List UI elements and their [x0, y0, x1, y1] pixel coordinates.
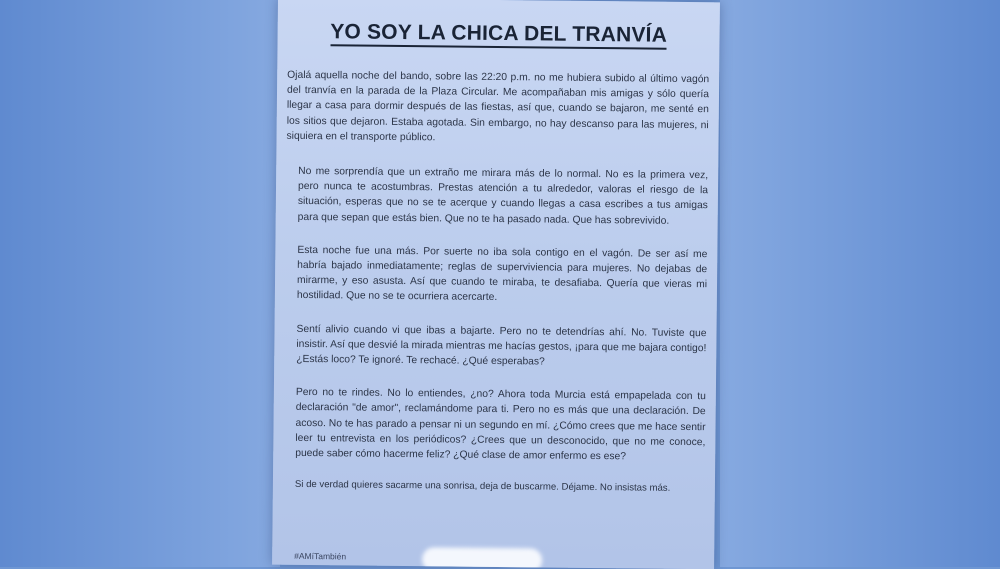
paragraph-4: Sentí alivio cuando vi que ibas a bajarte. Pero no te detendrías ahí. No. Tuviste que insistir. Así que desvié la mirada mientras me hacías gestos, ¡para que me bajara contigo! ¿Estás loco? Te ignoré. Te rechacé. ¿Qué esperabas?: [296, 323, 707, 368]
paper-sheet: [272, 0, 720, 569]
redaction-smudge: [422, 547, 542, 569]
paragraph-2: No me sorprendía que un extraño me mirara más de lo normal. No es la primera vez, pero nunca te acostumbras. Prestas atención a tu alrededor, valoras el riesgo de la situación, esperas que no se te acerque y cuando llegas a casa escribes a tus amigas para que sepan que estás bien. Que no te ha pasado nada. Que has sobrevivido.: [297, 165, 709, 227]
paragraph-1: Ojalá aquella noche del bando, sobre las 22:20 p.m. no me hubiera subido al último vagón del tranvía en la parada de la Plaza Circular. Me acompañaban mis amigas y sólo quería llegar a casa para dormir después de las fiestas, así que, cuando se bajaron, me senté en los sitios que dejaron. Estaba agotada. Sin embargo, no hay descanso para las mujeres, ni siquiera en el transporte público.: [286, 69, 710, 144]
document-body: [283, 68, 710, 507]
paragraph-6: Si de verdad quieres sacarme una sonrisa, deja de buscarme. Déjame. No insistas más.: [294, 479, 671, 495]
background-left: [0, 0, 280, 567]
paragraph-3: Esta noche fue una más. Por suerte no iba sola contigo en el vagón. De ser así me habría bajado inmediatamente; reglas de superviviencia para mujeres. No dejabas de mirarme, y eso asusta. Así que cuando te miraba, te desafiaba. Quería que vieras mi hostilidad. Que no se te ocurriera acercarte.: [296, 244, 708, 304]
document-title: [278, 20, 720, 49]
document-title-text: YO SOY LA CHICA DEL TRANVÍA: [330, 20, 667, 50]
background-right: [720, 0, 1000, 567]
hashtag: #AMíTambién: [294, 550, 347, 562]
paragraph-5: Pero no te rindes. No lo entiendes, ¿no? Ahora toda Murcia está empapelada con tu declaración "de amor", reclamándome para ti. Pero no es más que una declaración. De acoso. No te has parado a pensar ni un segundo en mí. ¿Cómo crees que me hace sentir leer tu entrevista en los periódicos? ¿Crees que un desconocido, que no me conoce, puede saber cómo hacerme feliz? ¿Qué clase de amor enfermo es ese?: [295, 387, 706, 463]
